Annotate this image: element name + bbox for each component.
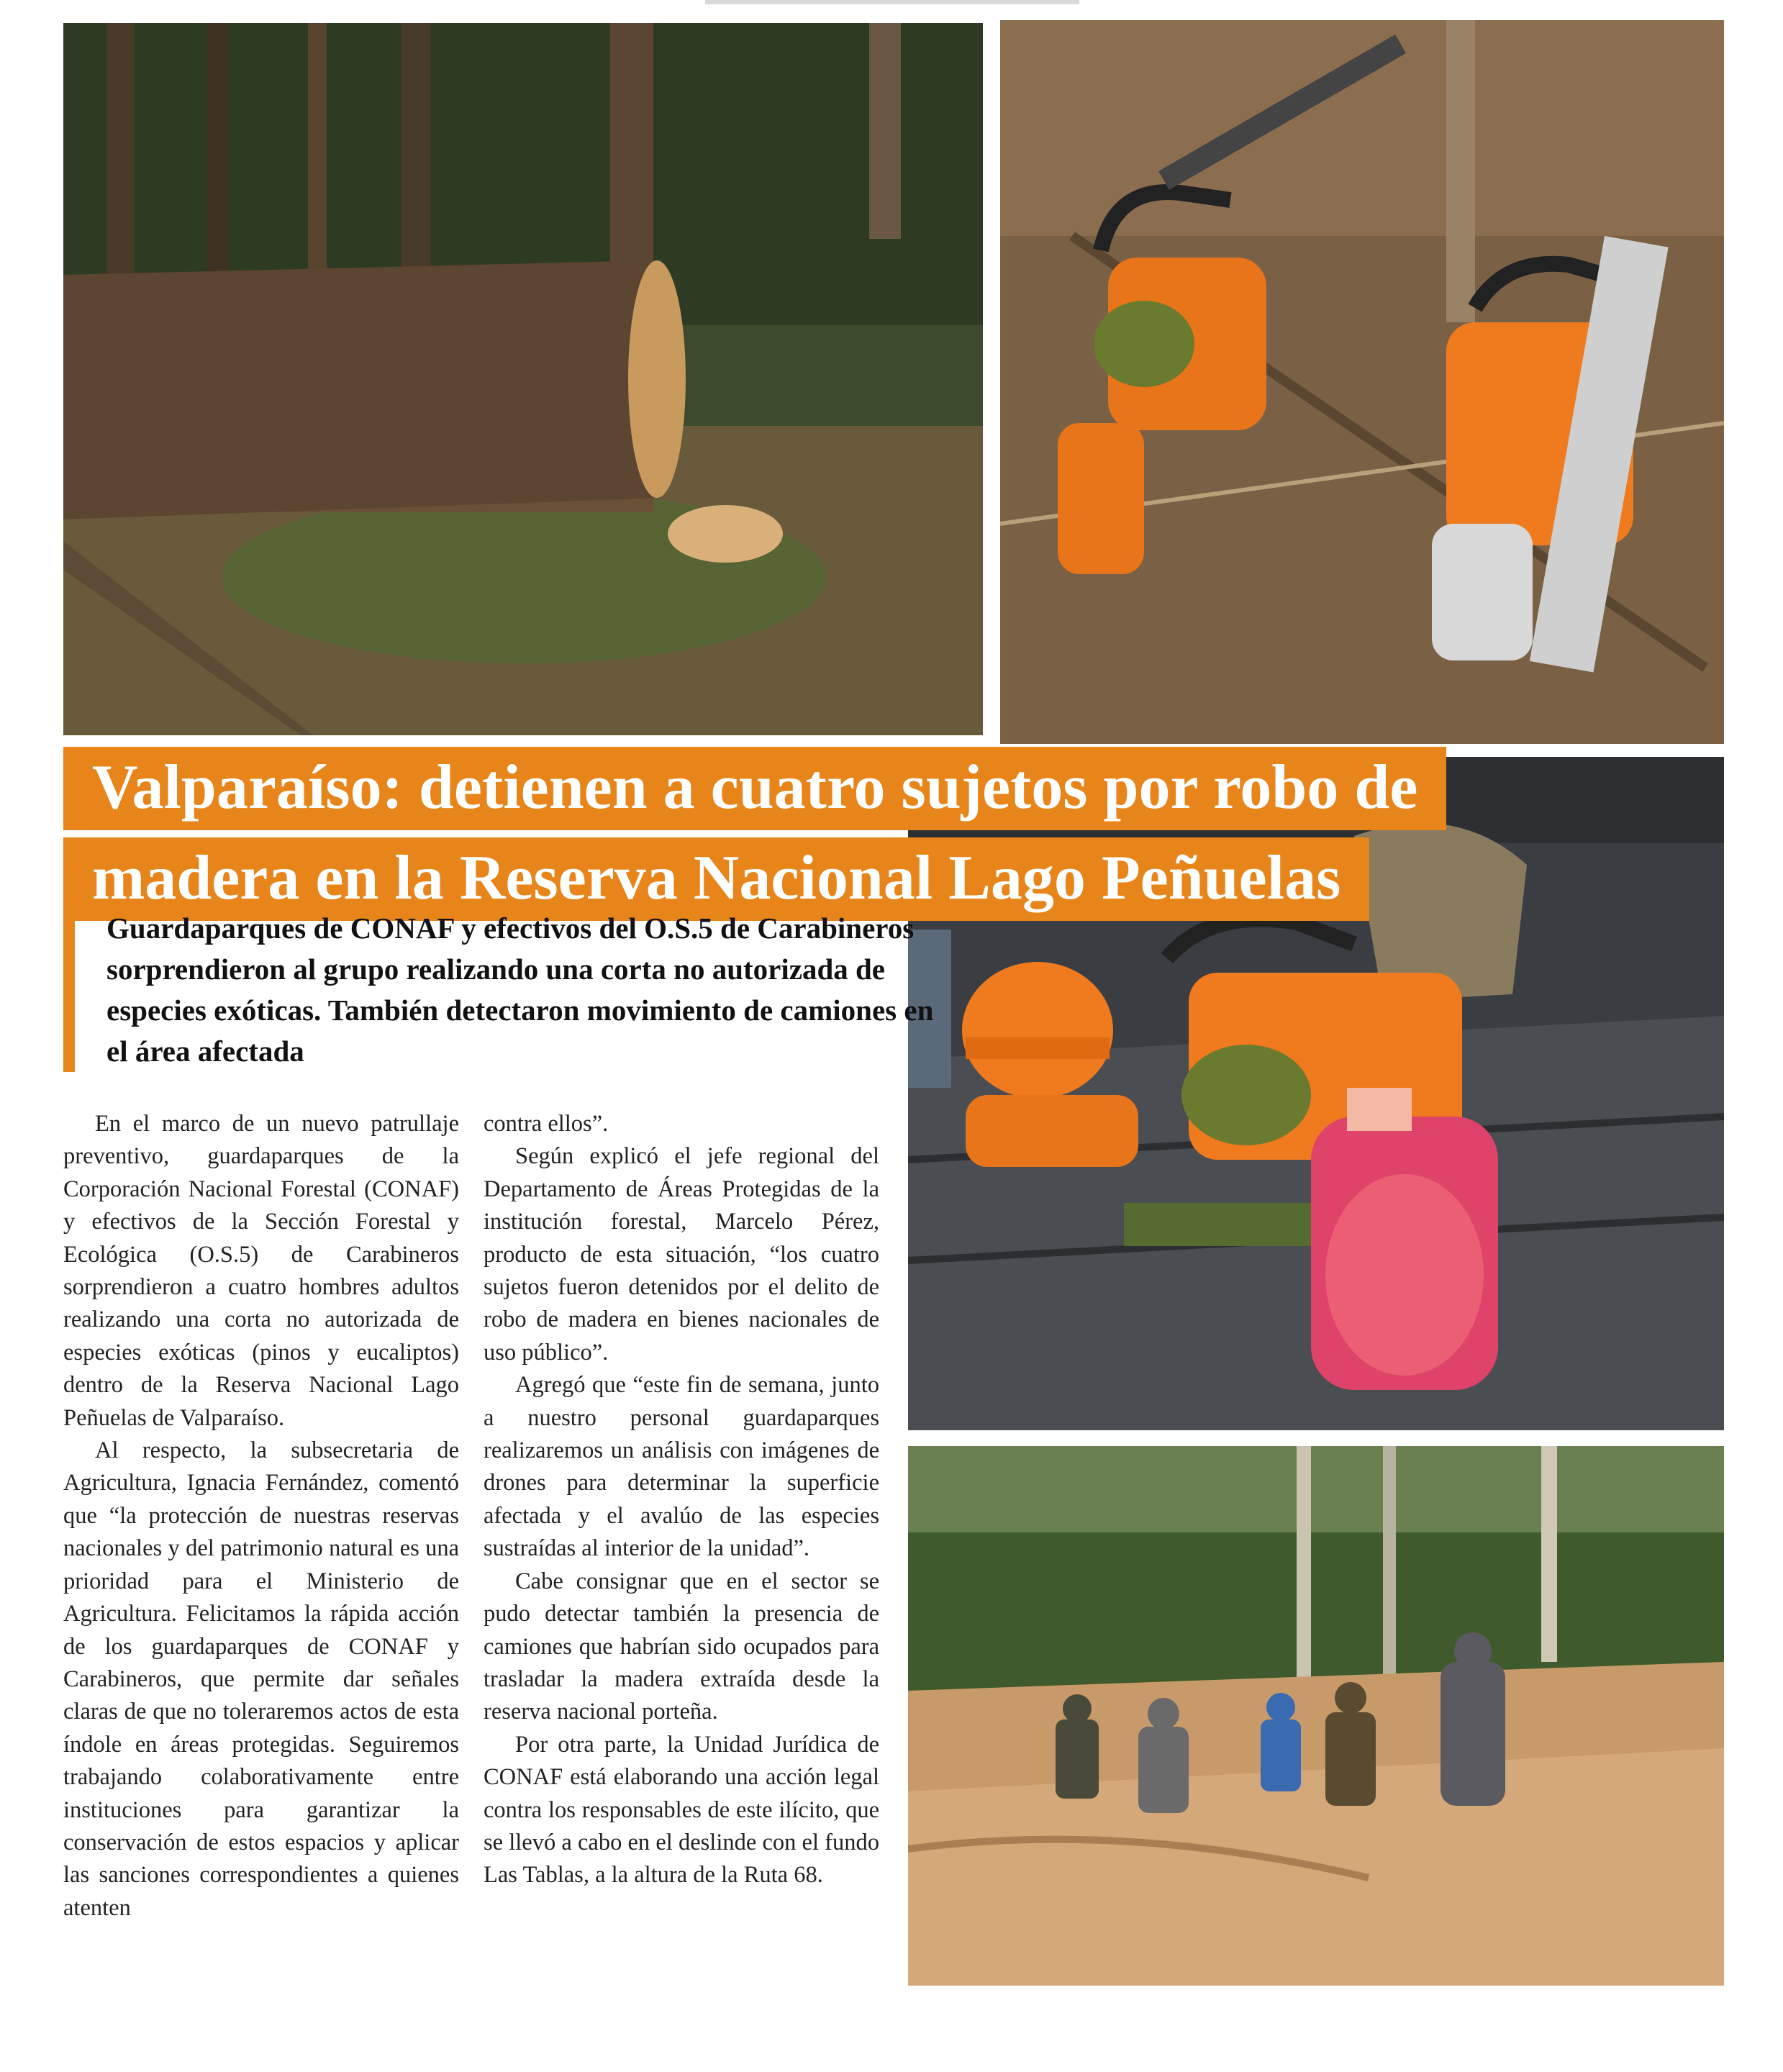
paragraph: Agregó que “este fin de semana, junto a nuestro personal guardaparques realizaremos un análisis con imágenes de drones para determinar la superficie afectada y el avalúo de las especies sustraídas al interior de la unidad”. [484,1372,879,1562]
body-column-2 [484,1108,879,1892]
chainsaws-image [1000,20,1724,744]
headline-line-1: Valparaíso: detienen a cuatro sujetos por robo de [63,747,1446,830]
paragraph-continuation: contra ellos”. [484,1111,609,1137]
felled-log-image [63,23,983,735]
headline-line-2: madera en la Reserva Nacional Lago Peñuelas [63,837,1369,921]
photo-chainsaws [1000,20,1724,744]
officers-walking-image [908,1446,1724,1986]
page-top-rule [705,0,1079,4]
body-column-1 [63,1108,459,1925]
paragraph: Por otra parte, la Unidad Jurídica de CONAF está elaborando una acción legal contra los responsables de este ilícito, que se llevó a cabo en el deslinde con el fundo Las Tablas, a la altura de la Ruta 68. [484,1731,879,1889]
photo-felled-log [63,23,983,735]
headline [63,747,1452,928]
deck-subheadline [63,908,948,1072]
paragraph: Según explicó el jefe regional del Departamento de Áreas Protegidas de la institución forestal, Marcelo Pérez, producto de esta situación, “los cuatro sujetos fueron detenidos por el delito de robo de madera en bienes nacionales de uso público”. [484,1143,879,1366]
paragraph: Al respecto, la subsecretaria de Agricultura, Ignacia Fernández, comentó que “la protección de nuestras reservas nacionales y del patrimonio natural es una prioridad para el Ministerio de Agricultura. Felicitamos la rápida acción de los guardaparques de CONAF y Carabineros, que permite dar señales claras de que no toleraremos actos de esta índole en áreas protegidas. Seguiremos trabajando colaborativamente entre instituciones para garantizar la conservación de estos espacios y aplicar las sanciones correspondientes a quienes atenten [63,1437,459,1921]
photo-officers-walking [908,1446,1724,1986]
paragraph: Cabe consignar que en el sector se pudo detectar también la presencia de camiones que habrían sido ocupados para trasladar la madera extraída desde la reserva nacional porteña. [484,1568,879,1725]
paragraph: En el marco de un nuevo patrullaje preventivo, guardaparques de la Corporación Nacional Forestal (CONAF) y efectivos de la Sección Forestal y Ecológica (O.S.5) de Carabineros sorprendieron a cuatro hombres adultos realizando una corta no autorizada de especies exóticas (pinos y eucaliptos) dentro de la Reserva Nacional Lago Peñuelas de Valparaíso. [63,1111,459,1431]
deck-text: Guardaparques de CONAF y efectivos del O.S.5 de Carabineros sorprendieron al grupo realizando una corta no autorizada de especies exóticas. También detectaron movimiento de camiones en el área afectada [106,912,934,1068]
